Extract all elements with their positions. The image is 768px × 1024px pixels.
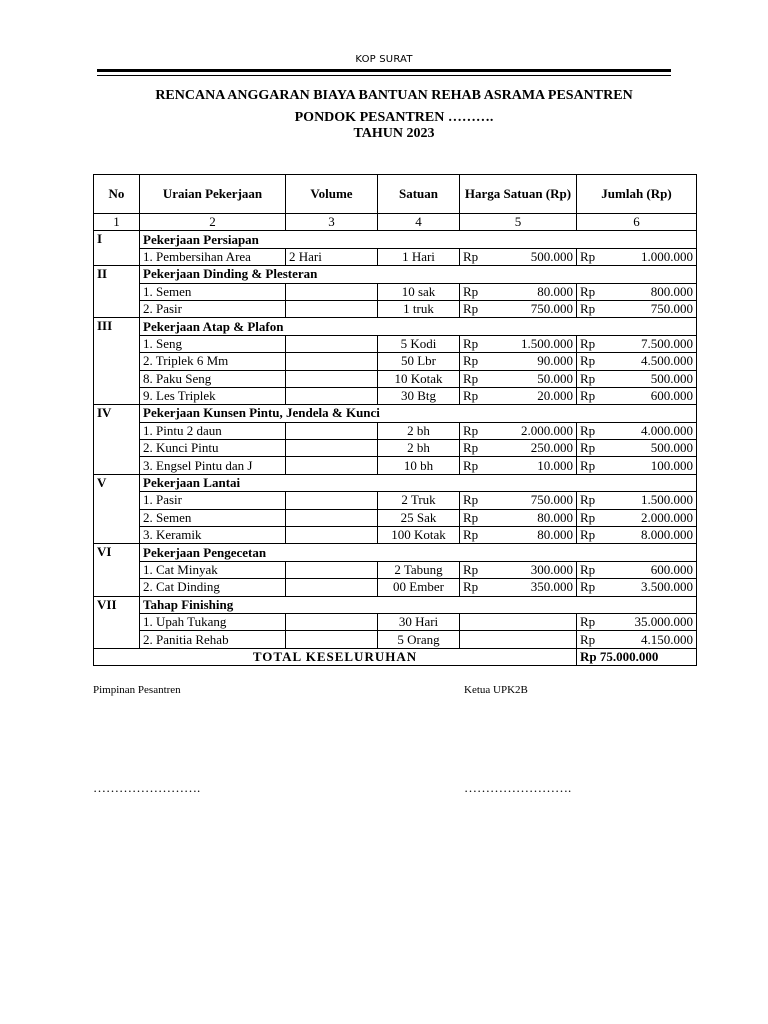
item-jumlah bbox=[577, 353, 697, 370]
table-body bbox=[94, 231, 697, 648]
item-uraian: 3. Keramik bbox=[140, 527, 286, 544]
item-satuan: 1 truk bbox=[378, 300, 460, 317]
item-uraian: 2. Kunci Pintu bbox=[140, 440, 286, 457]
letterhead-label: KOP SURAT bbox=[355, 54, 413, 65]
item-harga-value: 90.000 bbox=[537, 353, 573, 369]
section-number: I bbox=[94, 231, 140, 266]
item-harga bbox=[460, 248, 577, 265]
item-uraian: 1. Seng bbox=[140, 335, 286, 352]
header-uraian: Uraian Pekerjaan bbox=[140, 175, 286, 214]
item-uraian: 1. Upah Tukang bbox=[140, 613, 286, 630]
item-jumlah bbox=[577, 370, 697, 387]
item-jumlah bbox=[577, 422, 697, 439]
item-jumlah-value: 35.000.000 bbox=[634, 614, 693, 630]
section-title: Tahap Finishing bbox=[140, 596, 697, 613]
total-value: Rp 75.000.000 bbox=[577, 648, 697, 665]
currency-label: Rp bbox=[463, 457, 479, 473]
document-title: RENCANA ANGGARAN BIAYA BANTUAN REHAB ASRAMA PESANTREN bbox=[155, 88, 633, 103]
item-jumlah bbox=[577, 248, 697, 265]
item-jumlah-value: 4.500.000 bbox=[641, 353, 693, 369]
table-row bbox=[94, 509, 697, 526]
currency-label: Rp bbox=[463, 509, 479, 525]
table-row bbox=[94, 457, 697, 474]
section-row bbox=[94, 231, 697, 248]
table-row bbox=[94, 353, 697, 370]
section-row bbox=[94, 544, 697, 561]
item-harga bbox=[460, 300, 577, 317]
item-harga-value: 20.000 bbox=[537, 388, 573, 404]
item-jumlah bbox=[577, 613, 697, 630]
item-harga-value: 50.000 bbox=[537, 370, 573, 386]
item-satuan: 30 Hari bbox=[378, 613, 460, 630]
section-title: Pekerjaan Lantai bbox=[140, 474, 697, 491]
item-satuan: 30 Btg bbox=[378, 387, 460, 404]
document-subtitle: PONDOK PESANTREN ………. bbox=[294, 110, 494, 125]
currency-label: Rp bbox=[580, 492, 596, 508]
item-jumlah bbox=[577, 300, 697, 317]
item-harga-value: 2.000.000 bbox=[521, 422, 573, 438]
section-row bbox=[94, 596, 697, 613]
currency-label: Rp bbox=[463, 248, 479, 264]
signature-line-right: ……………………. bbox=[464, 780, 572, 795]
section-title: Pekerjaan Kunsen Pintu, Jendela & Kunci bbox=[140, 405, 697, 422]
item-uraian: 8. Paku Seng bbox=[140, 370, 286, 387]
table-row bbox=[94, 527, 697, 544]
item-volume bbox=[286, 370, 378, 387]
currency-label: Rp bbox=[580, 370, 596, 386]
item-harga bbox=[460, 492, 577, 509]
total-label: TOTAL KESELURUHAN bbox=[94, 648, 577, 665]
item-uraian: 1. Pembersihan Area bbox=[140, 248, 286, 265]
section-number: II bbox=[94, 266, 140, 318]
table-row bbox=[94, 370, 697, 387]
item-jumlah bbox=[577, 387, 697, 404]
item-jumlah bbox=[577, 283, 697, 300]
item-uraian: 1. Pasir bbox=[140, 492, 286, 509]
letterhead-thick-rule bbox=[97, 69, 671, 72]
item-volume bbox=[286, 579, 378, 596]
item-jumlah-value: 750.000 bbox=[650, 301, 693, 317]
item-harga-value: 250.000 bbox=[530, 440, 573, 456]
currency-label: Rp bbox=[463, 562, 479, 577]
item-satuan: 2 Tabung bbox=[378, 561, 460, 578]
item-jumlah-value: 600.000 bbox=[650, 562, 693, 577]
item-harga-value: 80.000 bbox=[537, 509, 573, 525]
item-jumlah-value: 100.000 bbox=[650, 457, 693, 473]
item-satuan: 2 bh bbox=[378, 440, 460, 457]
item-harga-value: 1.500.000 bbox=[521, 335, 573, 351]
currency-label: Rp bbox=[463, 301, 479, 317]
item-volume bbox=[286, 509, 378, 526]
item-jumlah-value: 2.000.000 bbox=[641, 509, 693, 525]
header-jumlah: Jumlah (Rp) bbox=[577, 175, 697, 214]
table-row bbox=[94, 579, 697, 596]
item-volume bbox=[286, 440, 378, 457]
item-jumlah-value: 500.000 bbox=[650, 440, 693, 456]
currency-label: Rp bbox=[580, 509, 596, 525]
currency-label: Rp bbox=[580, 457, 596, 473]
item-harga bbox=[460, 631, 577, 648]
section-title: Pekerjaan Atap & Plafon bbox=[140, 318, 697, 335]
section-title: Pekerjaan Pengecetan bbox=[140, 544, 697, 561]
item-volume bbox=[286, 492, 378, 509]
item-satuan: 50 Lbr bbox=[378, 353, 460, 370]
currency-label: Rp bbox=[580, 631, 596, 647]
item-uraian: 2. Pasir bbox=[140, 300, 286, 317]
item-jumlah bbox=[577, 631, 697, 648]
section-row bbox=[94, 405, 697, 422]
item-harga bbox=[460, 561, 577, 578]
item-satuan: 5 Kodi bbox=[378, 335, 460, 352]
item-uraian: 1. Pintu 2 daun bbox=[140, 422, 286, 439]
header-no: No bbox=[94, 175, 140, 214]
item-harga bbox=[460, 422, 577, 439]
table-row bbox=[94, 613, 697, 630]
item-jumlah bbox=[577, 335, 697, 352]
currency-label: Rp bbox=[580, 422, 596, 438]
header-volume: Volume bbox=[286, 175, 378, 214]
item-jumlah-value: 500.000 bbox=[650, 370, 693, 386]
item-harga bbox=[460, 457, 577, 474]
currency-label: Rp bbox=[463, 422, 479, 438]
column-number-row bbox=[94, 214, 697, 231]
currency-label: Rp bbox=[463, 283, 479, 299]
currency-label: Rp bbox=[580, 562, 596, 577]
item-harga-value: 350.000 bbox=[530, 579, 573, 595]
table-row bbox=[94, 283, 697, 300]
letterhead-thin-rule bbox=[97, 75, 671, 76]
item-satuan: 10 Kotak bbox=[378, 370, 460, 387]
item-harga bbox=[460, 527, 577, 544]
item-harga bbox=[460, 387, 577, 404]
item-volume bbox=[286, 613, 378, 630]
item-jumlah-value: 4.000.000 bbox=[641, 422, 693, 438]
total-row bbox=[94, 648, 697, 665]
currency-label: Rp bbox=[580, 353, 596, 369]
section-number: III bbox=[94, 318, 140, 405]
item-harga bbox=[460, 613, 577, 630]
item-harga-value: 10.000 bbox=[537, 457, 573, 473]
section-number: VII bbox=[94, 596, 140, 648]
item-jumlah bbox=[577, 509, 697, 526]
table-row bbox=[94, 631, 697, 648]
currency-label: Rp bbox=[580, 283, 596, 299]
item-satuan: 1 Hari bbox=[378, 248, 460, 265]
col-number: 5 bbox=[460, 214, 577, 231]
item-volume bbox=[286, 300, 378, 317]
currency-label: Rp bbox=[580, 579, 596, 595]
currency-label: Rp bbox=[463, 353, 479, 369]
item-harga-value: 750.000 bbox=[530, 492, 573, 508]
item-harga-value: 80.000 bbox=[537, 527, 573, 543]
budget-table bbox=[93, 174, 697, 666]
item-jumlah-value: 3.500.000 bbox=[641, 579, 693, 595]
item-harga bbox=[460, 353, 577, 370]
table-row bbox=[94, 422, 697, 439]
item-harga bbox=[460, 579, 577, 596]
currency-label: Rp bbox=[580, 614, 596, 630]
item-volume bbox=[286, 335, 378, 352]
item-uraian: 1. Cat Minyak bbox=[140, 561, 286, 578]
table-row bbox=[94, 335, 697, 352]
col-number: 1 bbox=[94, 214, 140, 231]
signature-line-left: ……………………. bbox=[93, 780, 201, 795]
section-row bbox=[94, 474, 697, 491]
table-row bbox=[94, 248, 697, 265]
signature-label-right: Ketua UPK2B bbox=[464, 684, 528, 696]
currency-label: Rp bbox=[463, 527, 479, 543]
table-row bbox=[94, 387, 697, 404]
item-jumlah-value: 4.150.000 bbox=[641, 631, 693, 647]
item-uraian: 1. Semen bbox=[140, 283, 286, 300]
item-harga bbox=[460, 283, 577, 300]
item-jumlah-value: 600.000 bbox=[650, 388, 693, 404]
item-satuan: 00 Ember bbox=[378, 579, 460, 596]
header-satuan: Satuan bbox=[378, 175, 460, 214]
item-uraian: 2. Triplek 6 Mm bbox=[140, 353, 286, 370]
table-header-row bbox=[94, 175, 697, 214]
item-harga-value: 750.000 bbox=[530, 301, 573, 317]
table-row bbox=[94, 440, 697, 457]
item-satuan: 5 Orang bbox=[378, 631, 460, 648]
item-uraian: 9. Les Triplek bbox=[140, 387, 286, 404]
item-satuan: 25 Sak bbox=[378, 509, 460, 526]
currency-label: Rp bbox=[463, 579, 479, 595]
currency-label: Rp bbox=[580, 388, 596, 404]
currency-label: Rp bbox=[580, 527, 596, 543]
currency-label: Rp bbox=[463, 492, 479, 508]
item-volume bbox=[286, 422, 378, 439]
item-uraian: 2. Cat Dinding bbox=[140, 579, 286, 596]
signature-label-left: Pimpinan Pesantren bbox=[93, 684, 181, 696]
item-harga bbox=[460, 370, 577, 387]
item-satuan: 100 Kotak bbox=[378, 527, 460, 544]
item-volume: 2 Hari bbox=[286, 248, 378, 265]
section-number: V bbox=[94, 474, 140, 544]
item-jumlah-value: 800.000 bbox=[650, 283, 693, 299]
col-number: 4 bbox=[378, 214, 460, 231]
currency-label: Rp bbox=[580, 301, 596, 317]
table-row bbox=[94, 561, 697, 578]
item-jumlah bbox=[577, 579, 697, 596]
document-year: TAHUN 2023 bbox=[353, 126, 435, 141]
currency-label: Rp bbox=[580, 248, 596, 264]
item-satuan: 10 bh bbox=[378, 457, 460, 474]
currency-label: Rp bbox=[463, 335, 479, 351]
item-jumlah bbox=[577, 527, 697, 544]
item-harga-value: 80.000 bbox=[537, 283, 573, 299]
currency-label: Rp bbox=[463, 388, 479, 404]
item-volume bbox=[286, 561, 378, 578]
currency-label: Rp bbox=[463, 440, 479, 456]
currency-label: Rp bbox=[463, 370, 479, 386]
currency-label: Rp bbox=[580, 335, 596, 351]
item-jumlah bbox=[577, 457, 697, 474]
item-uraian: 2. Semen bbox=[140, 509, 286, 526]
item-satuan: 2 Truk bbox=[378, 492, 460, 509]
item-jumlah-value: 1.000.000 bbox=[641, 248, 693, 264]
item-harga bbox=[460, 509, 577, 526]
col-number: 6 bbox=[577, 214, 697, 231]
item-jumlah bbox=[577, 561, 697, 578]
col-number: 2 bbox=[140, 214, 286, 231]
item-harga-value: 300.000 bbox=[530, 562, 573, 577]
item-uraian: 3. Engsel Pintu dan J bbox=[140, 457, 286, 474]
item-volume bbox=[286, 527, 378, 544]
col-number: 3 bbox=[286, 214, 378, 231]
section-number: VI bbox=[94, 544, 140, 596]
table-row bbox=[94, 300, 697, 317]
item-jumlah-value: 1.500.000 bbox=[641, 492, 693, 508]
section-title: Pekerjaan Persiapan bbox=[140, 231, 697, 248]
section-row bbox=[94, 318, 697, 335]
header-harga: Harga Satuan (Rp) bbox=[460, 175, 577, 214]
item-volume bbox=[286, 631, 378, 648]
item-satuan: 10 sak bbox=[378, 283, 460, 300]
item-harga bbox=[460, 440, 577, 457]
item-harga-value: 500.000 bbox=[530, 248, 573, 264]
item-volume bbox=[286, 353, 378, 370]
item-volume bbox=[286, 387, 378, 404]
item-volume bbox=[286, 457, 378, 474]
item-jumlah bbox=[577, 492, 697, 509]
item-harga bbox=[460, 335, 577, 352]
item-jumlah bbox=[577, 440, 697, 457]
item-jumlah-value: 7.500.000 bbox=[641, 335, 693, 351]
section-title: Pekerjaan Dinding & Plesteran bbox=[140, 266, 697, 283]
section-row bbox=[94, 266, 697, 283]
item-jumlah-value: 8.000.000 bbox=[641, 527, 693, 543]
table-row bbox=[94, 492, 697, 509]
item-satuan: 2 bh bbox=[378, 422, 460, 439]
section-number: IV bbox=[94, 405, 140, 475]
item-uraian: 2. Panitia Rehab bbox=[140, 631, 286, 648]
currency-label: Rp bbox=[580, 440, 596, 456]
item-volume bbox=[286, 283, 378, 300]
